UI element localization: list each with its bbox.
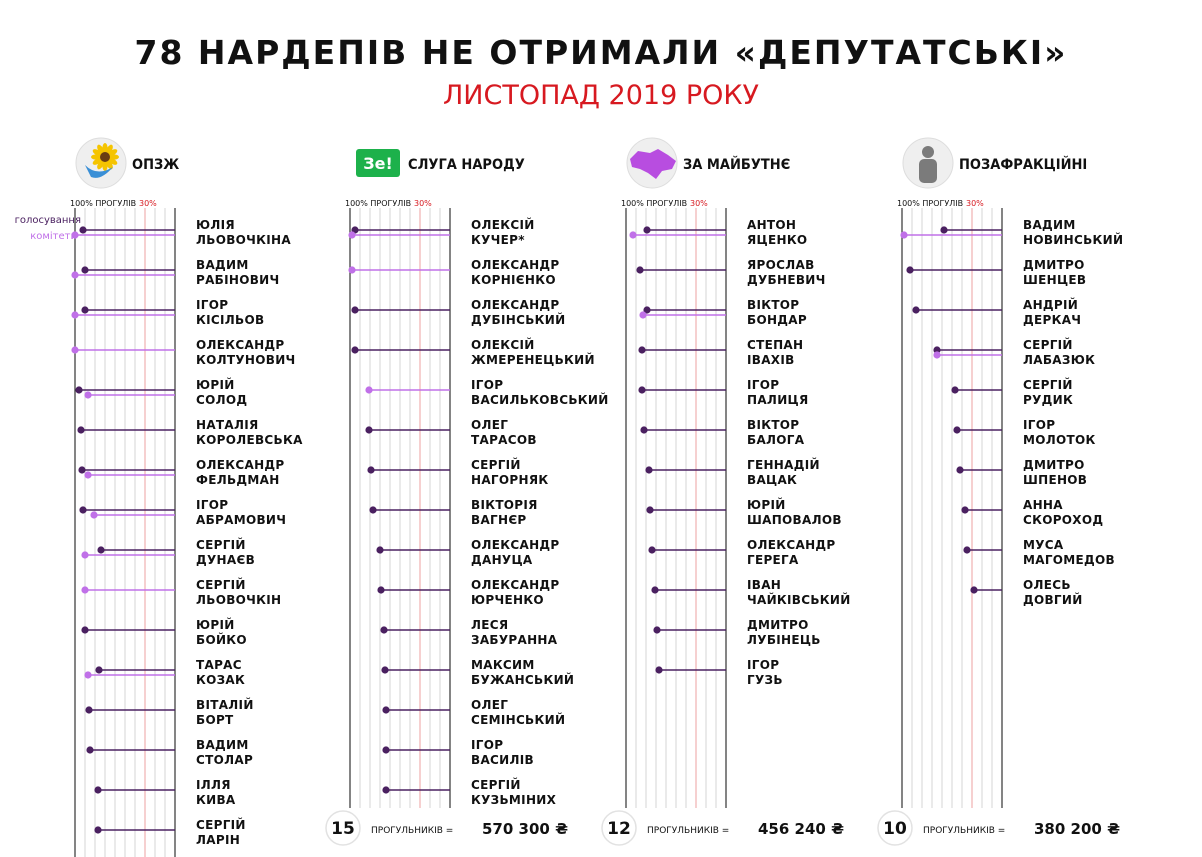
row xyxy=(77,418,303,447)
truants-amount: 380 200 ₴ xyxy=(1034,820,1120,838)
deputy-first-name: ЯРОСЛАВ xyxy=(747,258,815,272)
truants-amount: 456 240 ₴ xyxy=(758,820,844,838)
deputy-last-name: КОЛТУНОВИЧ xyxy=(196,353,296,367)
row xyxy=(636,258,825,287)
axis-label-100: 100% ПРОГУЛІВ xyxy=(897,199,964,208)
committees-point xyxy=(90,511,97,518)
deputy-last-name: ГЕРЕГА xyxy=(747,553,799,567)
deputy-last-name: ЖМЕРЕНЕЦЬКИЙ xyxy=(471,353,595,367)
committees-point xyxy=(365,386,372,393)
deputy-first-name: МУСА xyxy=(1023,538,1064,552)
row xyxy=(75,377,247,407)
deputy-last-name: ЧАЙКІВСЬКИЙ xyxy=(747,593,851,607)
row xyxy=(365,378,608,407)
row xyxy=(645,457,819,487)
deputy-last-name: ДАНУЦА xyxy=(471,553,533,567)
deputy-last-name: СТОЛАР xyxy=(196,753,254,767)
deputy-last-name: МОЛОТОК xyxy=(1023,433,1096,447)
party-name: ПОЗАФРАКЦІЙНІ xyxy=(959,157,1088,173)
deputy-first-name: СЕРГІЙ xyxy=(196,578,246,592)
deputy-last-name: ДОВГИЙ xyxy=(1023,593,1083,607)
ze-logo-text: Зе! xyxy=(363,154,393,173)
panel-1 xyxy=(326,149,609,845)
deputy-first-name: ОЛЕГ xyxy=(471,698,509,712)
deputy-first-name: ВІКТОРІЯ xyxy=(471,498,538,512)
ukraine-map-icon xyxy=(627,138,677,188)
voting-point xyxy=(376,546,383,553)
deputy-first-name: СЕРГІЙ xyxy=(471,458,521,472)
deputy-last-name: ЯЦЕНКО xyxy=(747,233,808,247)
deputy-first-name: ТАРАС xyxy=(196,658,242,672)
voting-point xyxy=(94,826,101,833)
voting-point xyxy=(953,426,960,433)
truants-count: 10 xyxy=(883,819,907,839)
row xyxy=(376,538,559,567)
deputy-first-name: ІГОР xyxy=(196,298,229,312)
row xyxy=(365,418,536,447)
deputy-last-name: ВАСИЛІВ xyxy=(471,753,534,767)
row xyxy=(369,498,537,527)
voting-point xyxy=(646,506,653,513)
committees-point xyxy=(933,351,940,358)
deputy-last-name: ВАСИЛЬКОВСЬКИЙ xyxy=(471,393,609,407)
deputy-last-name: КУЗЬМІНИХ xyxy=(471,793,557,807)
deputy-last-name: ДЕРКАЧ xyxy=(1023,313,1082,327)
person-head xyxy=(922,146,934,158)
panel-2 xyxy=(602,138,851,845)
voting-point xyxy=(81,626,88,633)
deputy-first-name: НАТАЛІЯ xyxy=(196,418,259,432)
row xyxy=(640,418,804,447)
deputy-first-name: ОЛЕКСАНДР xyxy=(196,458,285,472)
deputy-first-name: ВАДИМ xyxy=(1023,218,1076,232)
truants-count: 15 xyxy=(331,819,355,839)
row xyxy=(900,218,1123,247)
axis-label-30: 30% xyxy=(966,199,984,208)
sunflower-dove-icon xyxy=(76,138,126,188)
deputy-last-name: КОЗАК xyxy=(196,673,246,687)
deputy-first-name: ЛЕСЯ xyxy=(471,618,509,632)
deputy-first-name: ЮРІЙ xyxy=(196,618,235,632)
row xyxy=(639,298,807,327)
axis-label-30: 30% xyxy=(690,199,708,208)
deputy-first-name: МАКСИМ xyxy=(471,658,535,672)
row xyxy=(963,538,1115,567)
row xyxy=(648,538,835,567)
deputy-last-name: СЕМІНСЬКИЙ xyxy=(471,713,566,727)
row xyxy=(367,457,548,487)
axis-label-100: 100% ПРОГУЛІВ xyxy=(70,199,137,208)
deputy-last-name: ГУЗЬ xyxy=(747,673,783,687)
deputy-last-name: АБРАМОВИЧ xyxy=(196,513,287,527)
row xyxy=(377,578,559,607)
deputy-first-name: СЕРГІЙ xyxy=(1023,338,1073,352)
panel-3 xyxy=(878,138,1123,845)
deputy-first-name: ДМИТРО xyxy=(1023,458,1085,472)
deputy-last-name: ДУБІНСЬКИЙ xyxy=(471,313,566,327)
deputy-last-name: ВАГНЄР xyxy=(471,513,527,527)
row xyxy=(79,498,286,527)
committees-point xyxy=(348,231,355,238)
voting-point xyxy=(81,266,88,273)
deputy-first-name: СЕРГІЙ xyxy=(196,818,246,832)
voting-point xyxy=(645,466,652,473)
committees-point xyxy=(629,231,636,238)
deputy-last-name: НАГОРНЯК xyxy=(471,473,549,487)
committees-point xyxy=(900,231,907,238)
row xyxy=(638,338,803,367)
voting-point xyxy=(95,666,102,673)
deputy-last-name: ЛАРІН xyxy=(196,833,241,847)
row xyxy=(85,697,253,727)
deputy-last-name: ТАРАСОВ xyxy=(471,433,537,447)
row xyxy=(655,658,782,687)
committees-point xyxy=(81,586,88,593)
deputy-last-name: ДУНАЄВ xyxy=(196,553,256,567)
voting-point xyxy=(912,306,919,313)
voting-point xyxy=(79,226,86,233)
row xyxy=(348,217,534,247)
voting-point xyxy=(655,666,662,673)
committees-point xyxy=(71,346,78,353)
voting-point xyxy=(79,506,86,513)
deputy-first-name: ОЛЕСЬ xyxy=(1023,578,1071,592)
legend-committees: комітети xyxy=(30,231,77,242)
deputy-last-name: БОНДАР xyxy=(747,313,807,327)
deputy-last-name: МАГОМЕДОВ xyxy=(1023,553,1115,567)
axis-label-30: 30% xyxy=(414,199,432,208)
voting-point xyxy=(367,466,374,473)
truants-count: 12 xyxy=(607,819,631,839)
deputy-last-name: ЗАБУРАННА xyxy=(471,633,558,647)
deputy-last-name: БАЛОГА xyxy=(747,433,805,447)
flower-center xyxy=(100,152,110,162)
voting-point xyxy=(651,586,658,593)
deputy-first-name: СЕРГІЙ xyxy=(471,778,521,792)
committees-point xyxy=(639,311,646,318)
deputy-first-name: СЕРГІЙ xyxy=(196,538,246,552)
voting-point xyxy=(381,666,388,673)
deputy-first-name: ДМИТРО xyxy=(1023,258,1085,272)
voting-point xyxy=(81,306,88,313)
deputy-first-name: ІГОР xyxy=(747,378,780,392)
voting-point xyxy=(638,386,645,393)
voting-point xyxy=(77,426,84,433)
voting-point xyxy=(369,506,376,513)
deputy-last-name: КУЧЕР* xyxy=(471,233,525,247)
ze-logo-icon xyxy=(356,149,400,177)
deputy-first-name: ІЛЛЯ xyxy=(196,778,231,792)
deputy-first-name: ВАДИМ xyxy=(196,738,249,752)
voting-point xyxy=(382,706,389,713)
voting-point xyxy=(963,546,970,553)
deputy-first-name: ЮРІЙ xyxy=(196,378,235,392)
deputy-last-name: ШПЕНОВ xyxy=(1023,473,1088,487)
voting-point xyxy=(970,586,977,593)
deputy-first-name: ГЕННАДІЙ xyxy=(747,458,820,472)
voting-point xyxy=(86,746,93,753)
deputy-first-name: ІГОР xyxy=(747,658,780,672)
truants-amount: 570 300 ₴ xyxy=(482,820,568,838)
voting-point xyxy=(648,546,655,553)
committees-point xyxy=(84,671,91,678)
committees-point xyxy=(84,391,91,398)
deputy-first-name: ВАДИМ xyxy=(196,258,249,272)
row xyxy=(953,418,1095,447)
voting-point xyxy=(640,426,647,433)
voting-point xyxy=(961,506,968,513)
deputy-first-name: ОЛЕГ xyxy=(471,418,509,432)
row xyxy=(906,258,1086,287)
row xyxy=(78,458,284,487)
row xyxy=(94,817,245,847)
deputy-first-name: СТЕПАН xyxy=(747,338,804,352)
deputy-first-name: ІГОР xyxy=(196,498,229,512)
voting-point xyxy=(351,306,358,313)
deputy-first-name: ОЛЕКСІЙ xyxy=(471,338,535,352)
voting-point xyxy=(643,226,650,233)
deputy-first-name: ОЛЕКСАНДР xyxy=(471,578,560,592)
committees-point xyxy=(348,266,355,273)
row xyxy=(81,617,247,647)
deputy-last-name: ШАПОВАЛОВ xyxy=(747,513,842,527)
voting-point xyxy=(85,706,92,713)
deputy-first-name: ВІКТОР xyxy=(747,418,800,432)
deputy-first-name: ІГОР xyxy=(471,738,504,752)
deputy-first-name: ОЛЕКСАНДР xyxy=(471,538,560,552)
row xyxy=(351,337,594,367)
deputy-last-name: ПАЛИЦЯ xyxy=(747,393,809,407)
row xyxy=(933,337,1095,367)
deputy-first-name: ОЛЕКСАНДР xyxy=(471,258,560,272)
deputy-last-name: ЛЬОВОЧКІНА xyxy=(196,233,291,247)
deputy-first-name: ОЛЕКСАНДР xyxy=(747,538,836,552)
voting-point xyxy=(956,466,963,473)
axis-label-100: 100% ПРОГУЛІВ xyxy=(345,199,412,208)
deputy-first-name: ОЛЕКСІЙ xyxy=(471,218,535,232)
deputy-last-name: ЛУБІНЕЦЬ xyxy=(747,633,821,647)
committees-point xyxy=(84,471,91,478)
deputy-last-name: ФЕЛЬДМАН xyxy=(196,473,280,487)
voting-point xyxy=(377,586,384,593)
deputy-last-name: ІВАХІВ xyxy=(747,353,795,367)
axis-label-30: 30% xyxy=(139,199,157,208)
committees-point xyxy=(71,271,78,278)
deputy-last-name: ЮРЧЕНКО xyxy=(471,593,544,607)
party-name: ЗА МАЙБУТНЄ xyxy=(683,157,791,173)
row xyxy=(951,377,1073,407)
row xyxy=(380,618,557,647)
voting-point xyxy=(365,426,372,433)
row xyxy=(382,738,534,767)
deputy-last-name: БОРТ xyxy=(196,713,234,727)
voting-point xyxy=(94,786,101,793)
panel-0 xyxy=(70,138,303,857)
deputy-last-name: НОВИНСЬКИЙ xyxy=(1023,233,1124,247)
truants-label: ПРОГУЛЬНИКІВ = xyxy=(371,826,454,836)
deputy-first-name: ОЛЕКСАНДР xyxy=(471,298,560,312)
truants-label: ПРОГУЛЬНИКІВ = xyxy=(647,826,730,836)
row xyxy=(382,777,556,807)
voting-point xyxy=(75,386,82,393)
deputy-first-name: ІВАН xyxy=(747,578,782,592)
deputy-first-name: ВІКТОР xyxy=(747,298,800,312)
voting-point xyxy=(940,226,947,233)
deputy-first-name: АННА xyxy=(1023,498,1063,512)
committees-point xyxy=(81,551,88,558)
row xyxy=(956,458,1087,487)
deputy-last-name: РУДИК xyxy=(1023,393,1074,407)
page-subtitle: ЛИСТОПАД 2019 РОКУ xyxy=(443,80,759,111)
deputy-first-name: ЮЛІЯ xyxy=(196,218,235,232)
row xyxy=(81,577,281,607)
deputy-first-name: ІГОР xyxy=(471,378,504,392)
voting-point xyxy=(351,346,358,353)
deputy-first-name: ДМИТРО xyxy=(747,618,809,632)
person-silhouette-icon xyxy=(903,138,953,188)
legend-voting: голосування xyxy=(14,215,81,226)
deputy-first-name: ВІТАЛІЙ xyxy=(196,698,254,712)
person-body xyxy=(919,159,937,183)
deputy-last-name: КОРНІЄНКО xyxy=(471,273,556,287)
party-name: СЛУГА НАРОДУ xyxy=(408,157,525,173)
committees-point xyxy=(71,311,78,318)
voting-point xyxy=(636,266,643,273)
deputy-last-name: ШЕНЦЕВ xyxy=(1023,273,1087,287)
row xyxy=(651,578,850,607)
row xyxy=(970,578,1082,607)
deputy-last-name: СКОРОХОД xyxy=(1023,513,1104,527)
row xyxy=(71,218,291,247)
deputy-first-name: ОЛЕКСАНДР xyxy=(196,338,285,352)
row xyxy=(638,378,808,407)
page-title: 78 НАРДЕПІВ НЕ ОТРИМАЛИ «ДЕПУТАТСЬКІ» xyxy=(134,33,1068,72)
deputy-first-name: АНДРІЙ xyxy=(1023,298,1079,312)
deputy-last-name: ЛЬОВОЧКІН xyxy=(196,593,282,607)
voting-point xyxy=(653,626,660,633)
deputy-first-name: ІГОР xyxy=(1023,418,1056,432)
voting-point xyxy=(382,746,389,753)
truants-label: ПРОГУЛЬНИКІВ = xyxy=(923,826,1006,836)
voting-point xyxy=(951,386,958,393)
deputy-last-name: ВАЦАК xyxy=(747,473,798,487)
deputy-last-name: БОЙКО xyxy=(196,633,247,647)
row xyxy=(81,537,255,567)
row xyxy=(912,297,1081,327)
row xyxy=(351,298,565,327)
row xyxy=(961,498,1103,527)
deputy-last-name: КІСІЛЬОВ xyxy=(196,313,265,327)
deputy-first-name: СЕРГІЙ xyxy=(1023,378,1073,392)
axis-label-100: 100% ПРОГУЛІВ xyxy=(621,199,688,208)
deputy-last-name: СОЛОД xyxy=(196,393,248,407)
party-name: ОПЗЖ xyxy=(132,157,180,173)
deputy-first-name: ЮРІЙ xyxy=(747,498,786,512)
voting-point xyxy=(638,346,645,353)
voting-point xyxy=(906,266,913,273)
deputy-last-name: ДУБНЕВИЧ xyxy=(747,273,826,287)
row xyxy=(71,298,264,327)
deputy-last-name: БУЖАНСЬКИЙ xyxy=(471,673,575,687)
voting-point xyxy=(97,546,104,553)
deputy-first-name: АНТОН xyxy=(747,218,797,232)
row xyxy=(653,618,820,647)
deputy-last-name: РАБІНОВИЧ xyxy=(196,273,280,287)
voting-point xyxy=(380,626,387,633)
deputy-last-name: КИВА xyxy=(196,793,236,807)
voting-point xyxy=(382,786,389,793)
deputy-last-name: КОРОЛЕВСЬКА xyxy=(196,433,303,447)
row xyxy=(86,738,253,767)
voting-point xyxy=(78,466,85,473)
deputy-last-name: ЛАБАЗЮК xyxy=(1023,353,1096,367)
